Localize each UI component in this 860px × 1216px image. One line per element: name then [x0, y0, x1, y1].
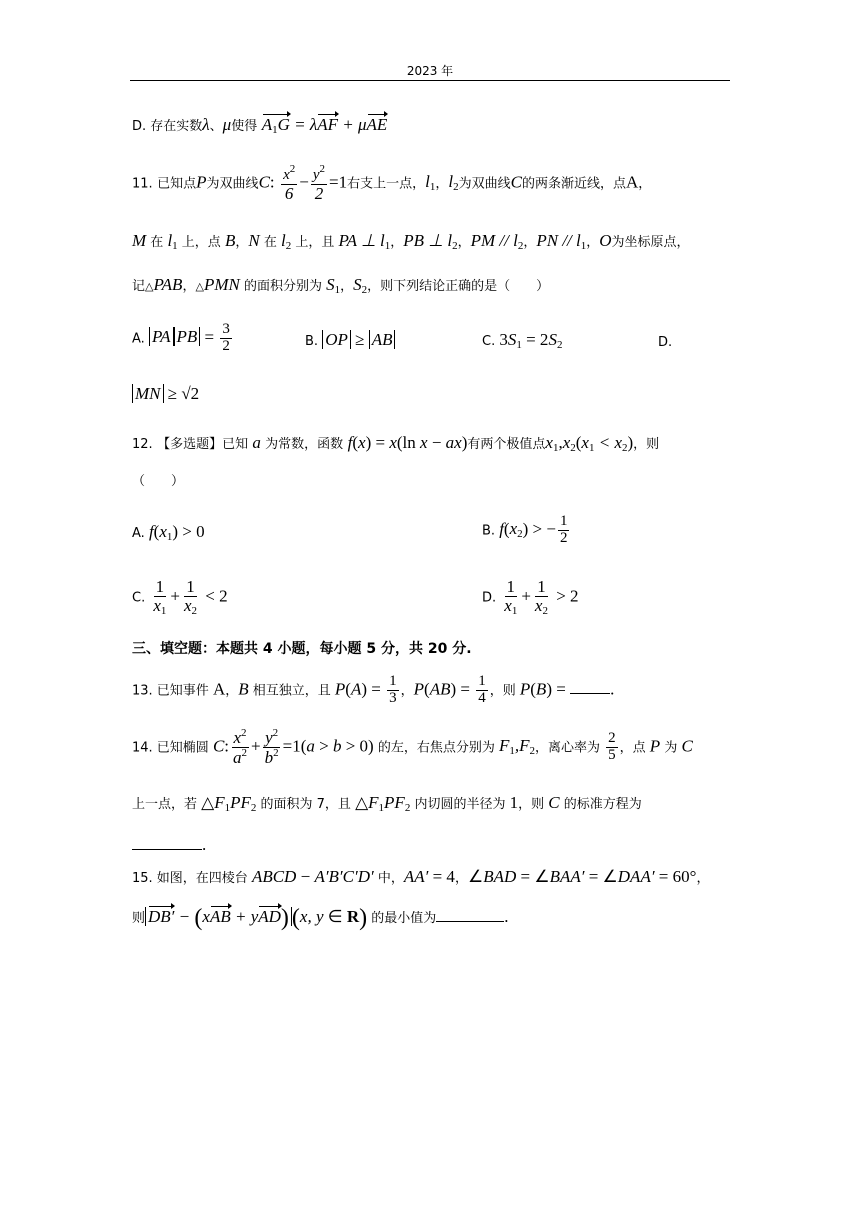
q15-line1: 15. 如图，在四棱台 ABCD − A′B′C′D′ 中，AA′ = 4，∠BAD = ∠BAA′ = ∠DAA′ = 60°，	[132, 867, 710, 886]
q11-line1: 11. 已知点P为双曲线C: $\frac{x^2}{6}$ − $\frac{y^2}{2}$ =1右支上一点，l1，l2为双曲线C的两条渐近线，点A，	[132, 163, 652, 203]
page-header-year: 2023 年	[406, 64, 454, 78]
q14-line3: .	[132, 836, 206, 853]
q14-line2: 上一点，若 △F1PF2 的面积为 7，且 △F1PF2 内切圆的半径为 1，则 C 的标准方程为	[132, 793, 642, 814]
q14-line1: 14. 已知椭圆 C: $\frac{x^2}{a^2}$ + $\frac{y^2}{b^2}$ =1(a > b > 0) 的左，右焦点分别为 F1,F2，离心率为 $\frac{2}{5}$ ，点 P 为 C	[132, 727, 693, 767]
q11-line3: 记△PAB，△PMN 的面积分别为 S1，S2，则下列结论正确的是（ ）	[132, 275, 550, 296]
q13: 13. 已知事件 A，B 相互独立，且 P(A) = $\frac{1}{3}$ ，P(AB) = $\frac{1}{4}$ ，则 P(B) = .	[132, 673, 615, 706]
q12-option-c: C. $\frac{1}{x1}$ + $\frac{1}{x2}$ < 2	[132, 577, 228, 617]
q11-option-d-label: D.	[658, 335, 673, 350]
q11-option-d: MN ≥ √2	[132, 384, 199, 404]
q11-option-a: A. PA PB = $\frac{3}{2}$	[132, 321, 230, 354]
q12-line1: 12. 【多选题】已知 a 为常数，函数 f(x) = x(ln x − ax)有两个极值点x1,x2(x1 < x2)，则	[132, 433, 660, 454]
header-rule	[130, 80, 730, 81]
q11-option-c: C. 3S1 = 2S2	[482, 330, 563, 351]
q12-option-d: D. $\frac{1}{x1}$ + $\frac{1}{x2}$ > 2	[482, 577, 579, 617]
q12-option-b: B. f(x2) > − $\frac{1}{2}$	[482, 513, 568, 546]
q11-option-b: B. OP ≥ AB	[305, 330, 395, 350]
q15-line2: 则 DB′ − (xAB + yAD) (x, y ∈ R) 的最小值为 .	[132, 905, 509, 931]
section-3-title: 三、填空题：本题共 4 小题，每小题 5 分，共 20 分.	[132, 641, 472, 657]
q12-paren: （ ）	[132, 474, 185, 489]
q10-option-d: D. 存在实数λ、μ使得 A1G = λAF + μAE	[132, 115, 388, 136]
q12-option-a: A. f(x1) > 0	[132, 522, 205, 543]
q11-line2: M 在 l1 上，点 B，N 在 l2 上，且 PA ⊥ l1，PB ⊥ l2，PM // l2，PN // l1，O为坐标原点，	[132, 231, 690, 252]
